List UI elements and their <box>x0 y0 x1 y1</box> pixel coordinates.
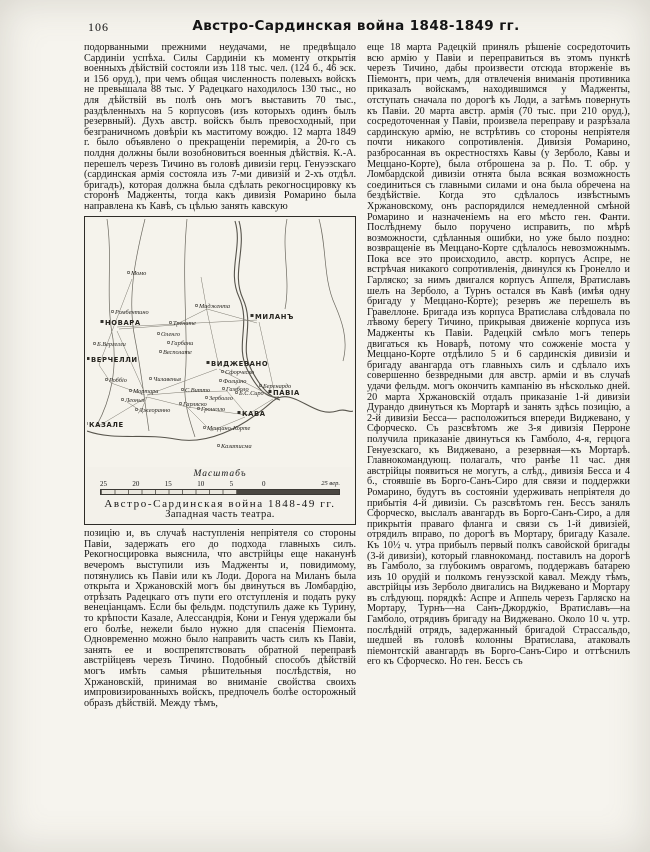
scale-tick: 0 <box>262 480 266 489</box>
scale-tick: 10 <box>197 480 205 489</box>
map-town-marker <box>238 411 241 414</box>
map-town-label: Беренардо <box>263 382 292 390</box>
map-town-marker <box>105 378 107 380</box>
map-town-marker <box>111 310 113 312</box>
figure-caption <box>87 499 353 520</box>
page-number: 106 <box>88 20 109 34</box>
map-town-label: Казатисма <box>221 442 252 450</box>
scale-unit: 25 вер. <box>321 480 340 488</box>
map-town-label: Меццано-Корте <box>207 424 251 432</box>
map-town-marker <box>195 304 197 306</box>
map-town-label: Оленго <box>161 330 180 338</box>
map-town-label: Весполате <box>163 348 192 356</box>
map-town-marker <box>217 444 219 446</box>
scale-numbers <box>100 479 340 488</box>
left-column-paragraph-bottom: позицію и, въ случаѣ наступленія непріятеля со стороны Павіи, задержать его до подхода главныхъ силъ. Рекогносцировка выяснила, что австрійцы еще наканунѣ вечеромъ выступили изъ Мадженты и, повидимому, потянулись къ Павіи или къ Лоди. Дорога на Миланъ была открыта и Хржановскій могъ бы двинуться въ Ломбардію, отрѣзать Радецкаго отъ пути его отступленія и подать руку венеціанцамъ. Если бы фельдм. подступилъ даже къ Турину, то крѣпости Казале, Алессандрія, Кони и Генуя удержали бы его болѣе, нежели было нужно для спасенія Піемонта. Одновременно можно было направить часть силъ къ Павіи, занять ее и воспрепятствовать обратной переправѣ австрійцевъ черезъ Тичино. Подобный способъ дѣйствій могъ имѣть самыя рѣшительныя послѣдствія, но Хржановскій, принимая во вниманіе свойства своихъ импровизированныхъ войскъ, предпочелъ болѣе осторожный образъ дѣйствій. Между тѣмъ, <box>84 528 356 709</box>
map-town-marker <box>157 332 159 334</box>
map-town-label: Ромбентино <box>115 308 149 316</box>
map-town-label: Момо <box>131 269 147 277</box>
map-town-label: С.Витто <box>185 386 211 394</box>
figure-caption-title: Австро-Сардинская война 1848-49 гг. <box>104 498 336 511</box>
map-town-label: Б.Вергелли <box>97 340 126 348</box>
map-town-marker <box>127 271 129 273</box>
map-town-marker <box>93 342 95 344</box>
page-title: Австро-Сардинская война 1848-1849 гг. <box>192 18 520 34</box>
map-town-label: Зерболло <box>209 394 233 402</box>
map-town-label: Мортара <box>133 387 159 395</box>
right-column-paragraph: еще 18 марта Радецкій принялъ рѣшеніе сосредоточить всю армію у Павіи и переправиться въ этомъ пунктѣ черезъ Тичино, дабы произвести отсюда вторженіе въ Піемонтъ, при чемъ, для отвлеченія вниманія противника приказалъ войскамъ, находившимся у Мадженты, отступать сначала по дорогѣ къ Лоди, а затѣмъ повернуть къ Павіи. 20 марта австр. армія (70 тыс. при 210 оруд.), сосредоточенная у Павіи, произвела переправу и разрѣзала сардинскую армію, не встрѣтивъ со стороны непріятеля почти никакого сопротивленія. Дивизія Ромарино, разбросанная въ окрестностяхъ Кавы (у Зерболо, Кавы и Меццано-Корте), была отброшена за р. По. Т. обр. у Ломбардской дивизіи отнята была всякая возможность соединиться съ главными силами и она была обречена на бездѣйствіе. Когда это сдѣлалось извѣстнымъ Хржановскому, онъ распорядился немедленной смѣной Ромарино и назначеніемъ на его мѣсто ген. Фанти. Послѣднему было поручено исправить, по мѣрѣ возможности, сдѣланныя ошибки, но уже было поздно: возвращеніе въ Меццано-Корте сдѣлалось невозможнымъ. Пока все это происходило, австр. корпусъ Аспре, не встрѣчая никакого сопротивленія, двинулся къ Гронелло и Гарляско; за нимъ двигался корпусъ Аппеля, Вратиславъ шелъ на Зерболо, а Турнъ остался въ Кавѣ (имѣя одну бригаду у Меццано-Корте); резервъ же перешелъ въ Гравеллоне. Бригада изъ корпуса Вратислава слѣдовала по лѣвому берегу Тичино, прикрывая движеніе корпуса изъ Мадженты къ Павіи. Радецкій смѣло могъ теперь двигаться къ Новарѣ, потому что сожженіе моста у Меццано-Корте отдѣлило 5 и 6 сардинскія дивизіи и бригаду авангарда отъ главныхъ силъ и сдѣлало ихъ совершенно безвредными для австр. арміи и въ случаѣ удачи фельдм. могъ окончить кампанію въ нѣсколько дней. 20 марта Хржановскій отдалъ приказаніе 1-й дивизіи Дурандо двинуться къ Мортарѣ и занять здѣсь позицію, а 2-й дивизіи Бесса— расположиться впереди Виджевано, у Сфорческо. Съ разсвѣтомъ же 3-я дивизія Перроне получила приказаніе двинуться къ Гамболо, 4-я, герцога Генуезскаго, къ Виджевано, а резервная—къ Мортарѣ. Главнокомандующ. полагалъ, что ранѣе 11 час. дня австрійцы появиться не могутъ, а слѣд., дивизія Бесса и 4 б., стоявшіе въ Борго-Санъ-Сиро для связи и поддержки Ромарино, будутъ въ состояніи удерживать непріятеля до прибытія 4-й дивизіи. Съ разсвѣтомъ ген. Бессъ занялъ Сфорческо, выслалъ авангардъ въ Борго-Санъ-Сиро, а для прикрытія праваго фланга и связи съ 1-й дивизіей, отрядилъ вправо, по дорогѣ въ Мортару, бригаду Казале. Къ 10½ ч. утра прибылъ первый полкъ савойской бригады (3-й дивизіи), который главнокоманд. поставилъ на дорогѣ въ Гамболо, за глубокимъ оврагомъ, поддержавъ батарею изъ 10 орудій и полкомъ генуэзской кавал. Между тѣмъ, австрійцы изъ Зерболо двигались на Виджевано и Мортару въ слѣдующ. порядкѣ: Аспре и Аппель черезъ Гарляско на Мортару, Турнъ—на Санъ-Джорджіо, Вратиславъ—на Гамболо, отрядивъ бригаду на Виджевано. Около 10 ч. утр. послѣдній отрядъ, задержанный бригадой Страссальдо, шедшей въ головѣ колонны Вратислава, атаковалъ піемонтскій авангардъ въ Борго-Санъ-Сиро и оттѣснилъ его къ Сфорческо. Но ген. Бессъ съ <box>367 42 630 668</box>
map-town-marker <box>87 422 88 425</box>
map-town-marker <box>167 341 169 343</box>
map-figure <box>84 216 356 526</box>
map-town-label: Фолцино <box>223 377 247 385</box>
map-town-label: НОВАРА <box>105 318 141 327</box>
map-town-marker <box>205 396 207 398</box>
scale-label: Масштабъ <box>193 468 247 479</box>
map-town-label: МИЛАНЪ <box>255 312 295 321</box>
map-town-label: Миджента <box>199 302 231 310</box>
map-town-label: ВЕРЧЕЛЛИ <box>91 355 138 364</box>
map-town-marker <box>269 390 272 393</box>
map-town-labels <box>89 270 300 450</box>
scale-tick: 15 <box>164 480 172 489</box>
figure-caption-subtitle: Западная часть театра. <box>165 508 275 520</box>
map-town-marker <box>101 320 104 323</box>
right-column <box>367 43 630 832</box>
text-columns <box>84 43 630 832</box>
map-town-marker <box>251 314 254 317</box>
map-town-label: Б.С.Сиро <box>239 389 264 397</box>
map-town-marker <box>121 398 123 400</box>
scale-bar <box>100 489 340 495</box>
map-town-label: Сфорческо <box>225 368 255 376</box>
map-town-label: ВИДЖЕВАНО <box>211 359 269 368</box>
map-town-label: Джеоранно <box>139 406 171 414</box>
scale-bar-graded <box>101 490 237 494</box>
scale-tick: 25 <box>100 480 107 489</box>
map-town-label: Гарбани <box>171 339 194 347</box>
map-svg <box>87 219 353 467</box>
map-town-label: КАЗАЛЕ <box>89 420 124 429</box>
map-town-marker <box>87 357 90 360</box>
map-town-marker <box>169 321 171 323</box>
map-town-label: Гамболо <box>226 385 249 393</box>
left-column <box>84 43 356 832</box>
map-town-marker <box>149 377 151 379</box>
scale-tick: 5 <box>229 480 234 489</box>
map-town-label: КАВА <box>242 409 266 418</box>
page-header <box>84 18 628 38</box>
map-town-label: Гарляско <box>183 400 207 408</box>
map-town-label: Леонья <box>125 396 145 404</box>
map-town-marker <box>159 350 161 352</box>
map-town-label: Чилавенья <box>153 375 181 383</box>
map-town-label: Гронелло <box>201 405 226 413</box>
map-scale <box>100 469 340 496</box>
map-town-marker <box>207 361 210 364</box>
left-column-paragraph-top: подорванными прежними неудачами, не предвѣщало Сардиніи успѣха. Силы Сардиніи къ моменту открытія военныхъ дѣйствій состояли изъ 118 тыс. чел. (124 б., 46 эск. и 156 оруд.), при чемъ общая численность полевыхъ войскъ не превышала 88 тыс. У Радецкаго находилось 130 тыс., но для дѣйствій въ полѣ онъ могъ выставить 70 тыс., раздѣленныхъ на 5 корпусовъ (изъ которыхъ одинъ былъ резервный). Духъ австр. войскъ былъ превосходный, при безграничномъ довѣріи къ маститому вождю. 12 марта 1849 г. было объявлено о прекращеніи перемирія, а 20-го съ полдня должны были возобновиться военныя дѣйствія. К.-А. перешелъ черезъ Тичино въ головѣ дивизіи герц. Генуэзскаго (сардинская армія состояла изъ 7-ми дивизій и 2-хъ отдѣл. бригадъ), которая должна была сдѣлать рекогносцировку къ сторонѣ Мадженты, тогда какъ дивизія Ромарино была направлена къ Кавѣ, съ цѣлью занять кавскую <box>84 42 356 212</box>
map-town-marker <box>135 408 137 410</box>
map-town-marker <box>181 388 183 390</box>
map-town-label: Роббіо <box>109 376 127 384</box>
scale-bar-solid <box>237 490 339 494</box>
map-town-label: ПАВІА <box>273 388 300 397</box>
scale-tick: 20 <box>132 480 140 489</box>
map-town-marker <box>219 379 221 381</box>
map-town-marker <box>203 426 205 428</box>
map-town-marker <box>179 402 181 404</box>
map-town-label: Тренате <box>173 319 196 327</box>
map-town-marker <box>222 387 224 389</box>
